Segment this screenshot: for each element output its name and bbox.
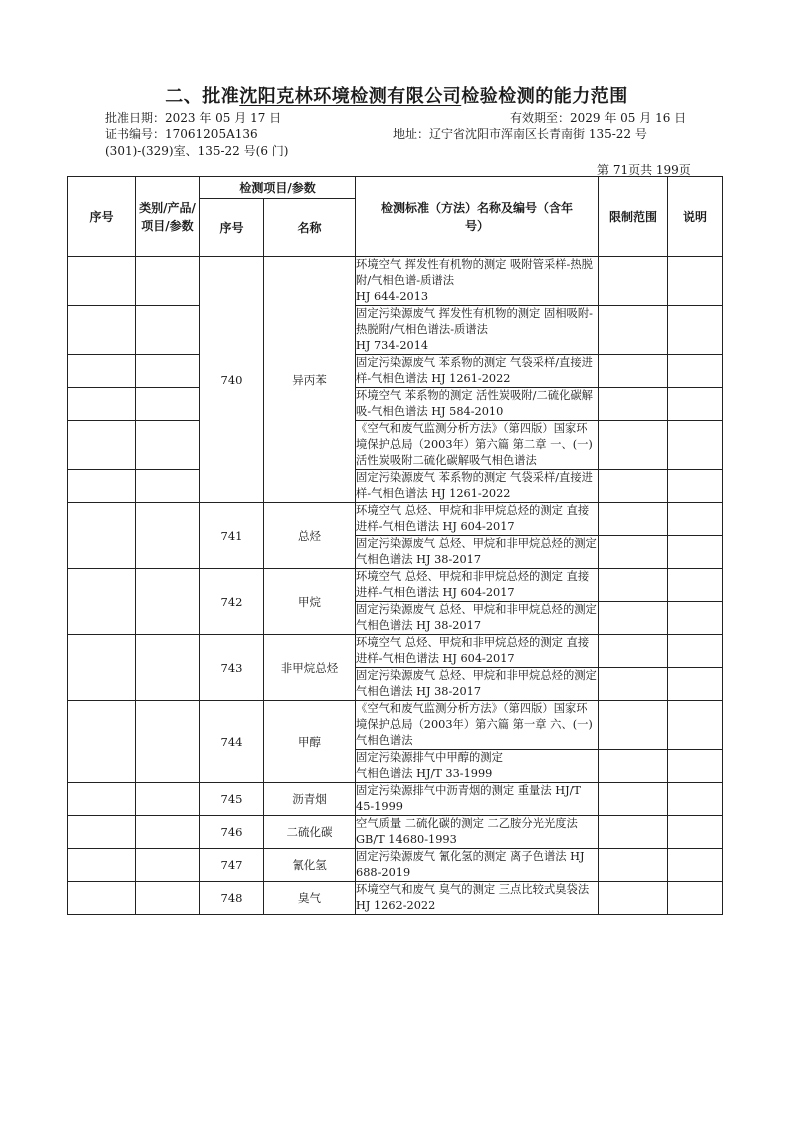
seq-cell xyxy=(68,849,136,882)
standard-cell: 环境空气 总烃、甲烷和非甲烷总烃的测定 直接进样-气相色谱法 HJ 604-2017 xyxy=(356,569,599,602)
limit-cell xyxy=(599,421,668,470)
table-row xyxy=(68,421,723,470)
item-name: 臭气 xyxy=(264,882,356,915)
item-name: 甲醇 xyxy=(264,701,356,783)
note-cell xyxy=(668,783,723,816)
header-item-group: 检测项目/参数 xyxy=(200,177,356,199)
standard-cell: 固定污染源废气 苯系物的测定 气袋采样/直接进样-气相色谱法 HJ 1261-2022 xyxy=(356,470,599,503)
limit-cell xyxy=(599,849,668,882)
table-row xyxy=(68,503,723,536)
limit-cell xyxy=(599,783,668,816)
standard-cell: 固定污染源废气 氰化氢的测定 离子色谱法 HJ 688-2019 xyxy=(356,849,599,882)
note-cell xyxy=(668,569,723,602)
standard-cell: 固定污染源废气 总烃、甲烷和非甲烷总烃的测定 气相色谱法 HJ 38-2017 xyxy=(356,602,599,635)
category-cell xyxy=(136,355,200,388)
category-cell xyxy=(136,816,200,849)
seq-cell xyxy=(68,388,136,421)
seq-cell xyxy=(68,882,136,915)
limit-cell xyxy=(599,503,668,536)
limit-cell xyxy=(599,306,668,355)
table-row xyxy=(68,849,723,882)
item-number: 742 xyxy=(200,569,264,635)
item-name: 非甲烷总烃 xyxy=(264,635,356,701)
standard-cell: 环境空气 挥发性有机物的测定 吸附管采样-热脱附/气相色谱-质谱法 HJ 644-2013 xyxy=(356,257,599,306)
note-cell xyxy=(668,849,723,882)
item-name: 氰化氢 xyxy=(264,849,356,882)
seq-cell xyxy=(68,306,136,355)
category-cell xyxy=(136,257,200,306)
title-organization: 沈阳克林环境检测有限公司 xyxy=(239,86,462,107)
item-number: 748 xyxy=(200,882,264,915)
note-cell xyxy=(668,602,723,635)
item-number: 740 xyxy=(200,257,264,503)
title-prefix: 二、批准 xyxy=(165,86,240,107)
table-row xyxy=(68,635,723,668)
note-cell xyxy=(668,750,723,783)
standard-cell: 固定污染源废气 苯系物的测定 气袋采样/直接进样-气相色谱法 HJ 1261-2022 xyxy=(356,355,599,388)
item-name: 异丙苯 xyxy=(264,257,356,503)
item-number: 745 xyxy=(200,783,264,816)
item-number: 741 xyxy=(200,503,264,569)
note-cell xyxy=(668,816,723,849)
address: 地址：辽宁省沈阳市浑南区长青南街 135-22 号 xyxy=(393,127,647,141)
limit-cell xyxy=(599,750,668,783)
approval-date: 批准日期：2023 年 05 月 17 日 xyxy=(105,111,282,125)
limit-cell xyxy=(599,602,668,635)
limit-cell xyxy=(599,536,668,569)
item-number: 744 xyxy=(200,701,264,783)
limit-cell xyxy=(599,355,668,388)
seq-cell xyxy=(68,421,136,470)
limit-cell xyxy=(599,470,668,503)
standard-cell: 环境空气 总烃、甲烷和非甲烷总烃的测定 直接进样-气相色谱法 HJ 604-2017 xyxy=(356,635,599,668)
category-cell xyxy=(136,783,200,816)
seq-cell xyxy=(68,257,136,306)
category-cell xyxy=(136,701,200,783)
seq-cell xyxy=(68,701,136,783)
table-row xyxy=(68,701,723,750)
certificate-number: 证书编号：17061205A136 xyxy=(105,127,258,141)
standard-cell: 固定污染源废气 挥发性有机物的测定 固相吸附-热脱附/气相色谱法-质谱法 HJ 734-2014 xyxy=(356,306,599,355)
note-cell xyxy=(668,257,723,306)
standard-cell: 环境空气和废气 臭气的测定 三点比较式臭袋法 HJ 1262-2022 xyxy=(356,882,599,915)
note-cell xyxy=(668,635,723,668)
note-cell xyxy=(668,388,723,421)
title-suffix: 检验检测的能力范围 xyxy=(461,86,628,107)
item-name: 沥青烟 xyxy=(264,783,356,816)
item-name: 二硫化碳 xyxy=(264,816,356,849)
capability-table xyxy=(67,176,723,915)
category-cell xyxy=(136,503,200,569)
standard-cell: 固定污染源排气中沥青烟的测定 重量法 HJ/T 45-1999 xyxy=(356,783,599,816)
category-cell xyxy=(136,849,200,882)
item-name: 总烃 xyxy=(264,503,356,569)
header-item-name: 名称 xyxy=(264,199,356,257)
limit-cell xyxy=(599,388,668,421)
table-row xyxy=(68,783,723,816)
table-row xyxy=(68,306,723,355)
limit-cell xyxy=(599,569,668,602)
item-name: 甲烷 xyxy=(264,569,356,635)
table-body xyxy=(68,257,723,915)
header-standard: 检测标准（方法）名称及编号（含年号） xyxy=(356,177,599,257)
note-cell xyxy=(668,503,723,536)
note-cell xyxy=(668,882,723,915)
limit-cell xyxy=(599,257,668,306)
standard-cell: 《空气和废气监测分析方法》（第四版）国家环境保护总局（2003年）第六篇 第一章 六、(一) 气相色谱法 xyxy=(356,701,599,750)
header-item-seq: 序号 xyxy=(200,199,264,257)
table-header xyxy=(68,177,723,257)
standard-cell: 《空气和废气监测分析方法》（第四版）国家环境保护总局（2003年）第六篇 第二章 一、(一) 活性炭吸附二硫化碳解吸气相色谱法 xyxy=(356,421,599,470)
header-category: 类别/产品/项目/参数 xyxy=(136,177,200,257)
table-row xyxy=(68,816,723,849)
standard-cell: 固定污染源排气中甲醇的测定 气相色谱法 HJ/T 33-1999 xyxy=(356,750,599,783)
limit-cell xyxy=(599,668,668,701)
limit-cell xyxy=(599,635,668,668)
seq-cell xyxy=(68,355,136,388)
standard-cell: 固定污染源废气 总烃、甲烷和非甲烷总烃的测定 气相色谱法 HJ 38-2017 xyxy=(356,536,599,569)
standard-cell: 固定污染源废气 总烃、甲烷和非甲烷总烃的测定 气相色谱法 HJ 38-2017 xyxy=(356,668,599,701)
seq-cell xyxy=(68,816,136,849)
category-cell xyxy=(136,569,200,635)
note-cell xyxy=(668,355,723,388)
note-cell xyxy=(668,668,723,701)
standard-cell: 环境空气 总烃、甲烷和非甲烷总烃的测定 直接进样-气相色谱法 HJ 604-2017 xyxy=(356,503,599,536)
note-cell xyxy=(668,306,723,355)
limit-cell xyxy=(599,701,668,750)
seq-cell xyxy=(68,503,136,569)
category-cell xyxy=(136,306,200,355)
note-cell xyxy=(668,701,723,750)
item-number: 743 xyxy=(200,635,264,701)
seq-cell xyxy=(68,470,136,503)
item-number: 746 xyxy=(200,816,264,849)
category-cell xyxy=(136,421,200,470)
category-cell xyxy=(136,388,200,421)
seq-cell xyxy=(68,783,136,816)
note-cell xyxy=(668,470,723,503)
seq-cell xyxy=(68,635,136,701)
table-row xyxy=(68,569,723,602)
category-cell xyxy=(136,635,200,701)
limit-cell xyxy=(599,882,668,915)
table-row xyxy=(68,882,723,915)
page-number: 第 71页共 199页 xyxy=(597,163,691,177)
header-limit: 限制范围 xyxy=(599,177,668,257)
standard-cell: 空气质量 二硫化碳的测定 二乙胺分光光度法 GB/T 14680-1993 xyxy=(356,816,599,849)
page-title xyxy=(0,82,793,108)
category-cell xyxy=(136,470,200,503)
item-number: 747 xyxy=(200,849,264,882)
address-continued: (301)-(329)室、135-22 号(6 门) xyxy=(105,144,289,158)
note-cell xyxy=(668,536,723,569)
table-row xyxy=(68,355,723,388)
header-note: 说明 xyxy=(668,177,723,257)
seq-cell xyxy=(68,569,136,635)
valid-until: 有效期至：2029 年 05 月 16 日 xyxy=(510,111,687,125)
table-row xyxy=(68,388,723,421)
note-cell xyxy=(668,421,723,470)
limit-cell xyxy=(599,816,668,849)
standard-cell: 环境空气 苯系物的测定 活性炭吸附/二硫化碳解吸-气相色谱法 HJ 584-2010 xyxy=(356,388,599,421)
table-row xyxy=(68,257,723,306)
category-cell xyxy=(136,882,200,915)
table-row xyxy=(68,470,723,503)
header-seq: 序号 xyxy=(68,177,136,257)
